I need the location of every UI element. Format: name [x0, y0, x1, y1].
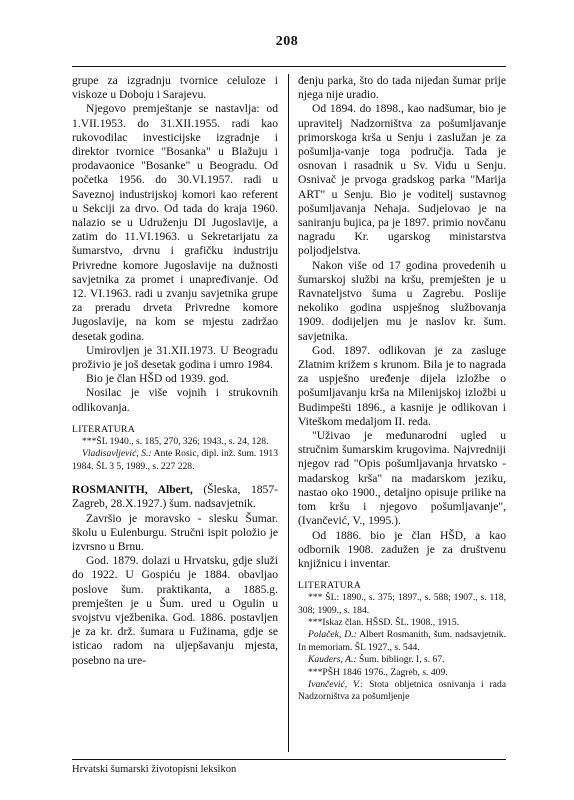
literature-item: ***Iskaz član. HŠSD. ŠL. 1908., 1915.	[308, 616, 460, 628]
literature-item: *** ŠL: 1890., s. 375; 1897., s. 588; 1907., s. 118, 308; 1909., s. 184.	[298, 592, 506, 616]
literature-heading: LITERATURA	[72, 423, 136, 435]
literature-author: Polaček, D.:	[308, 629, 357, 641]
paragraph: Nakon više od 17 godina provedenih u šumarskoj službi na kršu, premješten je u Ravnateljstvo šuma u Zagrebu. Poslije nekoliko godina uspješnog službovanja 1909. dodijeljen mu je naslov kr. šum. savjetnika.	[298, 258, 506, 343]
left-column	[72, 74, 278, 668]
literature-author: Ivančević, V.:	[308, 678, 364, 690]
paragraph: God. 1879. dolazi u Hrvatsku, gdje služi do 1922. U Gospiću je 1884. obavljao poslove šum. praktikanta, a 1885.g. premješten je u Šum. ured u Ogulin u svojstvu vježbenika. God. 1886. postavljen je za kr. drž. šumara u Fužinama, gdje se isticao radom na uljepšavanju mjesta, posebno na ure-	[72, 554, 278, 667]
literature-author: Vladisavljević, S.:	[82, 448, 152, 460]
entry-name: ROSMANITH, Albert,	[72, 483, 193, 497]
paragraph: Umirovljen je 31.XII.1973. U Beogradu proživio je još desetak godina i umro 1984.	[72, 343, 278, 372]
running-footer: Hrvatski šumarski životopisni leksikon	[72, 764, 237, 775]
literature-text: Ante Rosic, dipl. inž. šum. 1913 1984. ŠL 3 5, 1989., s. 227 228.	[72, 448, 278, 472]
paragraph: Završio je moravsko - slesku Šumar. školu u Eulenburgu. Stručni ispit položio je izvrsno u Brnu.	[72, 511, 278, 553]
paragraph: God. 1897. odlikovan je za zasluge Zlatnim križem s krunom. Bila je to nagrada za uspješno uređenje dijela izložbe o pošumljavanju krša na Milenijskoj izložbi u Budimpešti 1896., a kasnije je odlikovan i Viteškom medaljom II. reda.	[298, 343, 506, 428]
paragraph: grupe za izgradnju tvornice celuloze i viskoze u Doboju i Sarajevu.	[72, 74, 278, 102]
literature-item	[298, 629, 506, 654]
literature-item: ***PŠH 1846 1976., Zagreb, s. 409.	[308, 666, 448, 678]
paragraph: Bio je član HŠD od 1939. god.	[86, 372, 229, 386]
column-divider	[288, 74, 289, 752]
entry-dates: (Šleska, 1857-Zagreb, 28.X.1927.) šum. nadsavjetnik.	[72, 483, 278, 511]
literature-item	[298, 654, 506, 666]
literature-item: ***ŠL 1940., s. 185, 270, 326; 1943., s. 24, 128.	[82, 435, 269, 447]
paragraph: đenju parka, što do tada nijedan šumar prije njega nije uradio.	[298, 74, 506, 102]
literature-text: Albert Rosmanith, šum. nadsavjetnik. In memoriam. ŠL 1927., s. 544.	[298, 629, 506, 653]
literature-heading: LITERATURA	[298, 580, 362, 592]
literature-text: Stota obljetnica osnivanja i rada Nadzorništva za pošumljenje	[298, 678, 506, 703]
literature-item	[298, 679, 506, 704]
right-column	[298, 74, 506, 704]
paragraph: Od 1894. do 1898., kao nadšumar, bio je upravitelj Nadzorništva za pošumljavanje primorskoga krša u Senju i zaslužan je za pošumlja-vanje toga područja. Tada je osnovan i rasadnik u Sv. Vidu u Senju. Osnivač je prvoga gradskog parka "Marija ART" u Senju. Bio je voditelj sustavnog pošumljavanja Nehaja. Sudjelovao je na saniranju bujica, pa je 1897. primio novčanu nagradu Kr. ugarskog ministarstva poljodjelstva.	[298, 102, 506, 258]
paragraph: "Uživao je međunarodni ugled u stručnim šumarskim krugovima. Najvredniji njegov rad "Opis pošumljavanja hrvatsko - madarskog krša" na madarskom jeziku, nastao oko 1900., detaljno opisuje prilike na tom kršu i njegovo pošumljavanje", (Ivančević, V., 1995.).	[298, 429, 506, 528]
literature-author: Kauders, A.:	[308, 654, 357, 666]
page-number: 208	[275, 34, 299, 49]
literature-text: Šum. bibliogr. I, s. 67.	[356, 654, 445, 666]
paragraph: Od 1886. bio je član HŠD, a kao odbornik 1908. zadužen je za društvenu knjižnicu i inventar.	[298, 528, 506, 570]
paragraph: Nosilac je više vojnih i strukovnih odlikovanja.	[72, 386, 278, 414]
entry-heading	[72, 483, 278, 511]
paragraph: Njegovo premještanje se nastavlja: od 1.VII.1953. do 31.XII.1955. radi kao rukovodilac investicijske izgradnje i direktor tvornice "Bosanka" u Blažuju i prodavaonice "Bosanke" u Beogradu. Od početka 1956. do 30.VI.1957. radi u Saveznoj industrijskoj komori kao referent u Sekciji za drvo. Od tada do kraja 1960. nalazio se u Udruženju DI Jugoslavije, a zatim do 11.VI.1963. u Sekretarijatu za šumarstvo, drvnu i grafičku industriju Privredne komore Jugoslavije na dužnosti savjetnika za promet i unapređivanje. Od 12. VI.1963. radi u zvanju savjetnika grupe za preradu drveta Privredne komore Jugoslavije, na kom se mjestu zadržao desetak godina.	[72, 102, 278, 343]
bottom-rule	[72, 759, 506, 760]
literature-item	[72, 448, 278, 473]
top-rule	[72, 66, 506, 67]
